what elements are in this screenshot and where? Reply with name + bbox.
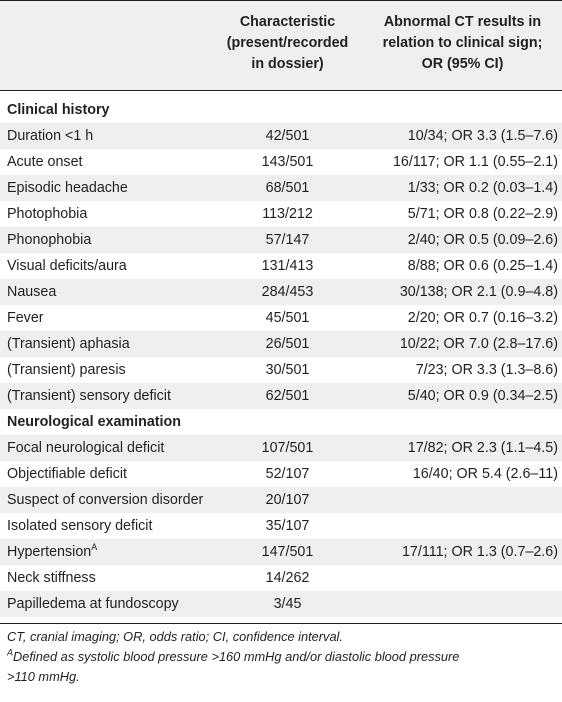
footnote-a-line2: >110 mmHg. [7,669,80,684]
row-label [7,383,171,409]
row-odds-ratio: 10/22; OR 7.0 (2.8–17.6) [399,336,558,352]
table-row [0,253,562,279]
row-label-text: Episodic headache [7,180,128,196]
row-odds-ratio: 2/20; OR 0.7 (0.16–3.2) [407,310,558,326]
row-label [7,201,87,227]
row-characteristic: 131/413 [261,258,314,274]
row-characteristic: 42/501 [265,128,310,144]
header-abnormal-ct-line1: Abnormal CT results in [383,14,542,30]
header-characteristic-line2: (present/recorded [226,35,349,51]
row-odds-ratio: 5/71; OR 0.8 (0.22–2.9) [407,206,558,222]
row-odds-ratio: 17/111; OR 1.3 (0.7–2.6) [401,544,558,560]
row-label-text: (Transient) sensory deficit [7,388,171,404]
row-characteristic: 113/212 [262,206,313,222]
row-characteristic: 57/147 [265,232,310,248]
row-odds-ratio: 8/88; OR 0.6 (0.25–1.4) [407,258,558,274]
row-label-text: (Transient) paresis [7,362,126,378]
row-label [7,175,128,201]
row-characteristic: 26/501 [265,336,310,352]
row-label [7,461,127,487]
table-row [0,123,562,149]
row-odds-ratio: 17/82; OR 2.3 (1.1–4.5) [407,440,558,456]
footnote-a-line1: Defined as systolic blood pressure >160 mmHg and/or diastolic blood pressure [13,649,460,664]
row-label [7,331,130,357]
row-odds-ratio: 10/34; OR 3.3 (1.5–7.6) [407,128,558,144]
row-odds-ratio: 30/138; OR 2.1 (0.9–4.8) [399,284,558,300]
table-row [0,357,562,383]
row-label-text: Isolated sensory deficit [7,518,153,534]
row-label-text: Fever [7,310,44,326]
row-label-text: Acute onset [7,154,83,170]
row-characteristic: 20/107 [265,492,310,508]
row-label-text: Nausea [7,284,57,300]
row-characteristic: 45/501 [265,310,310,326]
table-row [0,565,562,591]
row-label [7,227,91,253]
header-rule [0,90,562,91]
row-characteristic: 3/45 [273,596,302,612]
row-characteristic: 284/453 [261,284,314,300]
row-characteristic: 35/107 [265,518,310,534]
abbreviations-note: CT, cranial imaging; OR, odds ratio; CI, confidence interval. [7,629,343,644]
row-characteristic: 52/107 [265,466,310,482]
table-row [0,487,562,513]
row-characteristic: 68/501 [265,180,310,196]
table-row [0,149,562,175]
table-row [0,175,562,201]
section-row [0,409,562,435]
row-label [7,305,44,331]
row-label-text: Hypertension [7,544,92,560]
bottom-rule [0,623,562,624]
row-label [7,565,96,591]
row-characteristic: 143/501 [261,154,314,170]
section-title: Clinical history [7,102,110,118]
row-label [7,435,164,461]
row-label-text: Visual deficits/aura [7,258,127,274]
table-row [0,435,562,461]
row-odds-ratio: 7/23; OR 3.3 (1.3–8.6) [415,362,558,378]
row-label-text: (Transient) aphasia [7,336,130,352]
row-characteristic: 147/501 [261,544,314,560]
footnote-a [7,647,557,667]
table-row [0,331,562,357]
row-characteristic: 30/501 [265,362,310,378]
table-row [0,513,562,539]
table-row [0,591,562,617]
row-label [7,513,152,539]
table-row [0,383,562,409]
row-label-text: Papilledema at fundoscopy [7,596,179,612]
header-abnormal-ct-line2: relation to clinical sign; [382,35,543,51]
row-label [7,149,83,175]
row-label [7,253,127,279]
row-odds-ratio: 16/40; OR 5.4 (2.6–11) [412,466,558,482]
section-row [0,97,562,123]
header-characteristic-line3: in dossier) [251,56,324,72]
row-odds-ratio: 1/33; OR 0.2 (0.03–1.4) [407,180,558,196]
table-row [0,227,562,253]
table-row [0,305,562,331]
row-label-text: Phonophobia [7,232,92,248]
row-label [7,279,56,305]
row-label-text: Focal neurological deficit [7,440,165,456]
row-label-text: Duration <1 h [7,128,94,144]
footnote-mark: A [7,647,14,658]
header-characteristic [215,12,360,75]
row-label-text: Neck stiffness [7,570,96,586]
section-title: Neurological examination [7,414,181,430]
row-label-text: Suspect of conversion disorder [7,492,204,508]
row-label [7,357,126,383]
row-label-superscript: A [91,542,98,553]
row-label-text: Objectifiable deficit [7,466,127,482]
row-label [7,123,93,149]
row-label-text: Photophobia [7,206,88,222]
table-row [0,201,562,227]
row-label [7,591,179,617]
row-odds-ratio: 2/40; OR 0.5 (0.09–2.6) [407,232,558,248]
row-odds-ratio: 5/40; OR 0.9 (0.34–2.5) [407,388,558,404]
table-notes [7,627,557,687]
table-row [0,539,562,565]
row-label [7,539,97,565]
row-characteristic: 107/501 [261,440,314,456]
row-characteristic: 14/262 [265,570,310,586]
row-odds-ratio: 16/117; OR 1.1 (0.55–2.1) [392,154,558,170]
header-abnormal-ct [363,12,562,75]
top-rule [0,0,562,1]
table-row [0,279,562,305]
table-row [0,461,562,487]
row-label [7,487,203,513]
row-characteristic: 62/501 [265,388,310,404]
header-abnormal-ct-line3: OR (95% CI) [421,56,504,72]
header-characteristic-line1: Characteristic [239,14,336,30]
